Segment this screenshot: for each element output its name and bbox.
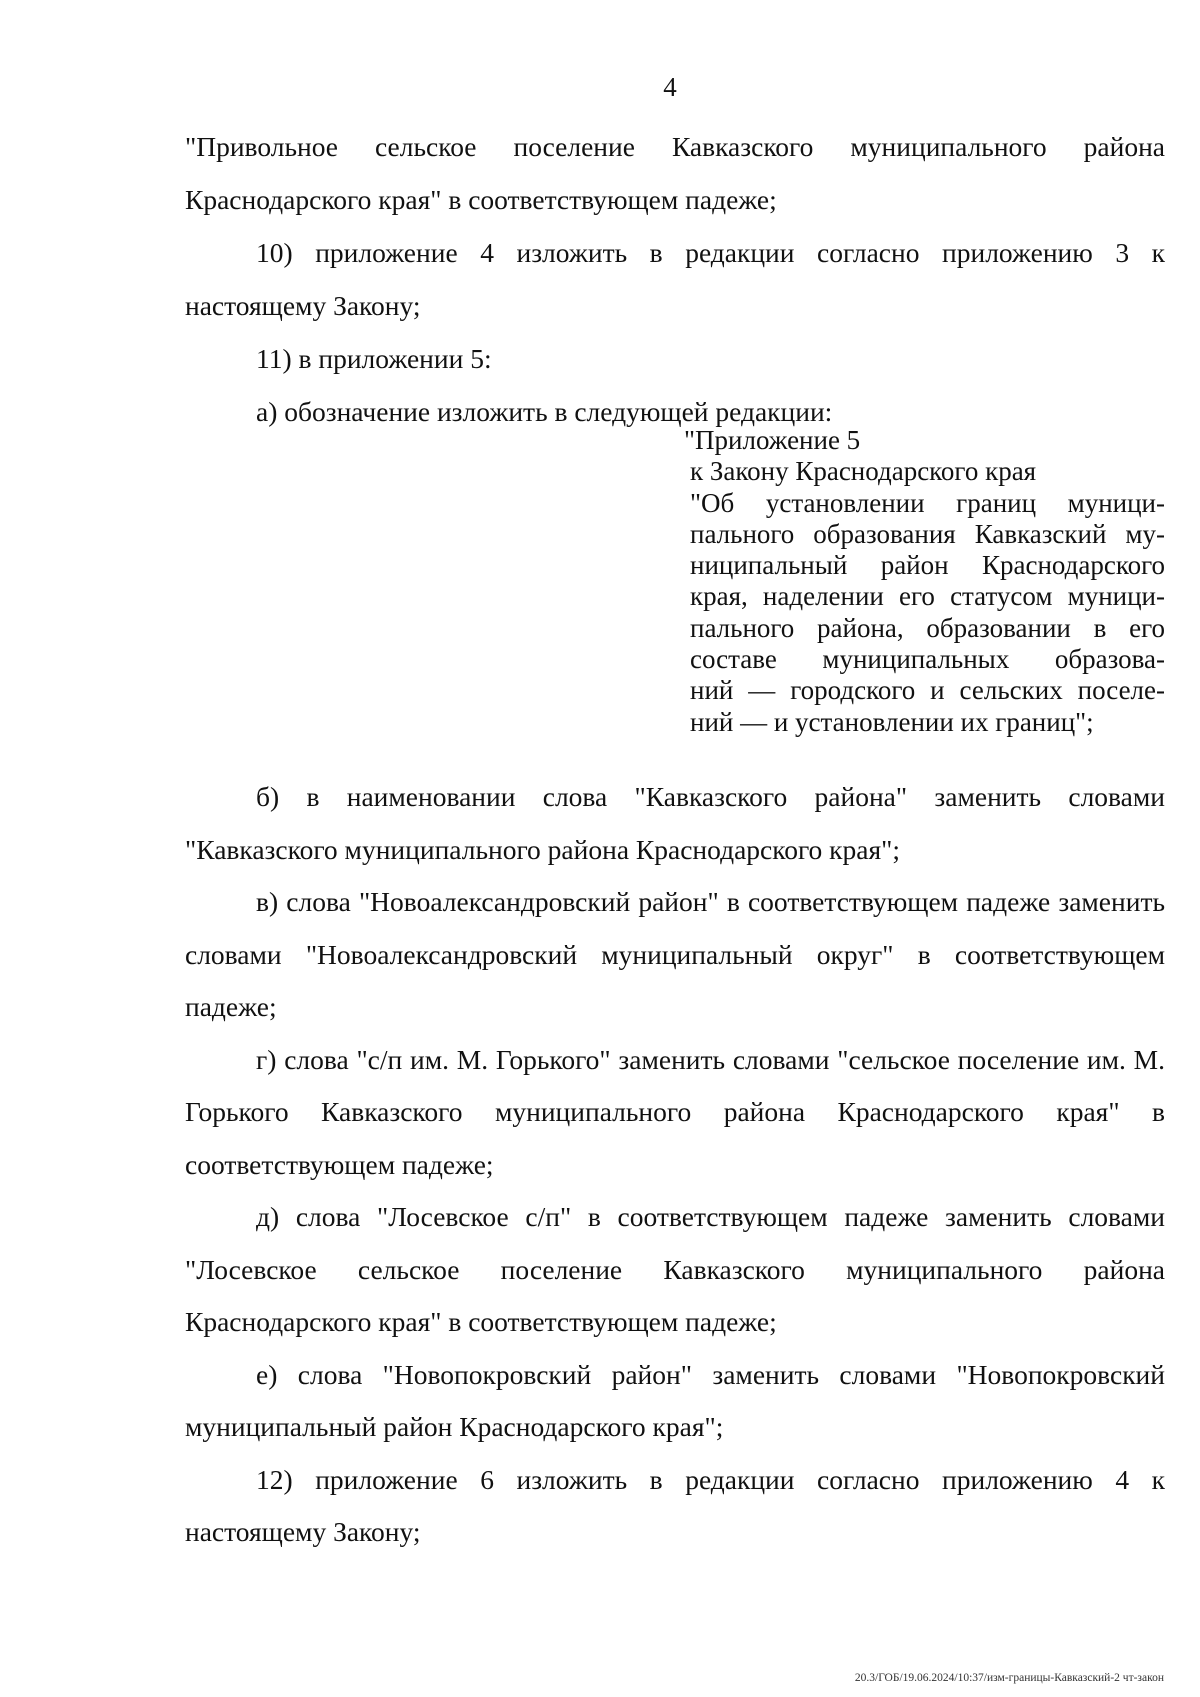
appendix-line: ний — городского и сельских поселе- xyxy=(690,675,1165,706)
paragraph-privolnoe: "Привольное сельское поселение Кавказского муниципального района Краснодарского края" в соответствующем падеже; xyxy=(185,131,1165,215)
paragraph-item-12: 12) приложение 6 изложить в редакции согласно приложению 4 к настоящему Закону; xyxy=(185,1463,1165,1547)
paragraph-item-g: г) слова "с/п им. М. Горького" заменить словами "сельское поселение им. М. Горького Кавказского муниципального района Краснодарского края" в соответствующем падеже; xyxy=(185,1043,1165,1180)
paragraph-item-10: 10) приложение 4 изложить в редакции согласно приложению 3 к настоящему Закону; xyxy=(185,237,1165,321)
appendix-line: пального района, образовании в его xyxy=(690,612,1165,643)
appendix-line: составе муниципальных образова- xyxy=(690,644,1165,675)
paragraph-item-v: в) слова "Новоалександровский район" в соответствующем падеже заменить словами "Новоалександровский муниципальный округ" в соответствующем падеже; xyxy=(185,886,1165,1022)
appendix-5-heading-block xyxy=(684,425,1165,738)
appendix-line: края, наделении его статусом муници- xyxy=(690,581,1165,612)
appendix-line: ний — и установлении их границ"; xyxy=(690,706,1094,737)
paragraph-item-b: б) в наименовании слова "Кавказского района" заменить словами "Кавказского муниципального района Краснодарского края"; xyxy=(185,781,1165,865)
page-number: 4 xyxy=(663,72,677,102)
paragraph-item-e: е) слова "Новопокровский район" заменить словами "Новопокровский муниципальный район Краснодарского края"; xyxy=(185,1358,1165,1442)
document-footer-reference: 20.3/ГОБ/19.06.2024/10:37/изм-границы-Кавказский-2 чт-закон xyxy=(854,1672,1164,1684)
appendix-line: "Приложение 5 xyxy=(684,425,861,455)
appendix-line: ниципальный район Краснодарского xyxy=(690,550,1165,581)
appendix-line: пального образования Кавказский му- xyxy=(690,518,1165,549)
upper-body-text xyxy=(185,120,1165,438)
lower-body-text xyxy=(185,771,1165,1559)
appendix-line: к Закону Краснодарского края xyxy=(690,456,1037,487)
paragraph-item-d: д) слова "Лосевское с/п" в соответствующем падеже заменить словами "Лосевское сельское поселение Кавказского муниципального района Краснодарского края" в соответствующем падеже; xyxy=(185,1201,1165,1337)
appendix-line: "Об установлении границ муници- xyxy=(690,487,1165,518)
paragraph-item-11: 11) в приложении 5: xyxy=(256,343,492,374)
paragraph-item-11a: а) обозначение изложить в следующей редакции: xyxy=(256,396,833,427)
